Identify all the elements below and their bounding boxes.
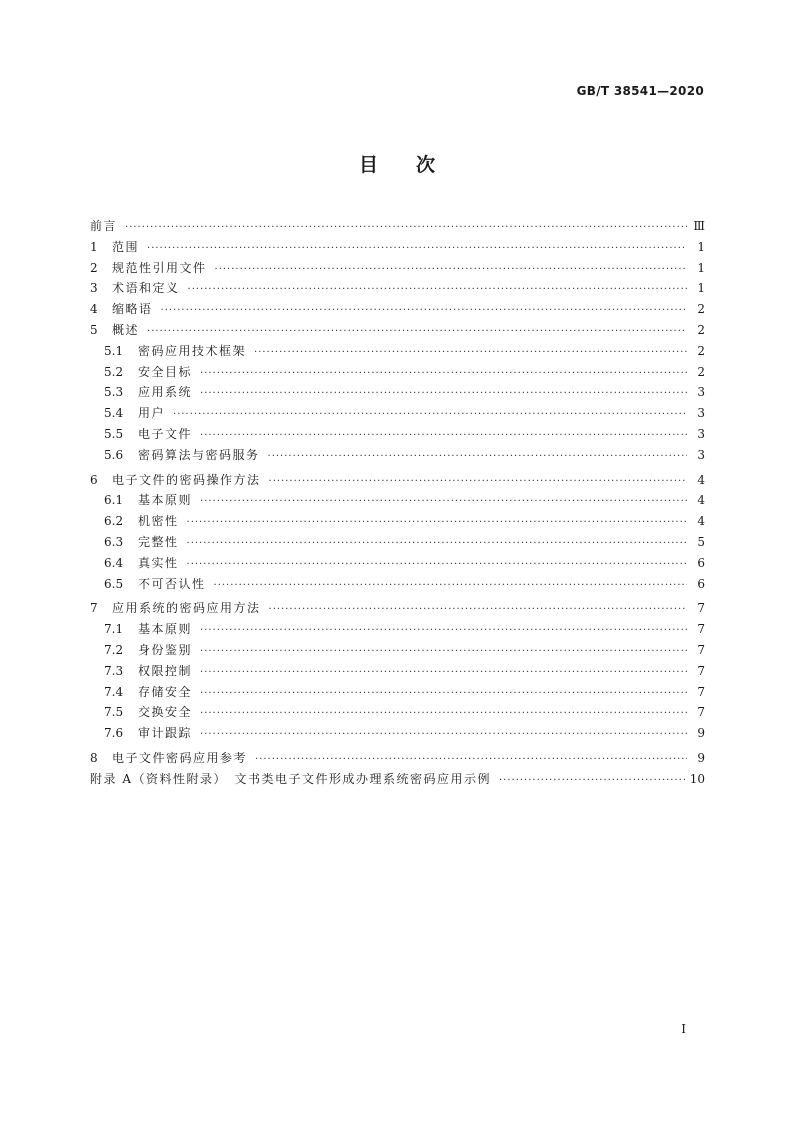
toc-entry[interactable] bbox=[90, 702, 705, 723]
dot-leader bbox=[200, 426, 687, 447]
toc-entry[interactable] bbox=[90, 341, 705, 362]
toc-entry-page: 10 bbox=[689, 771, 705, 786]
toc-entry-label: 概述 bbox=[112, 322, 140, 337]
toc-entry[interactable] bbox=[90, 424, 705, 445]
dot-leader bbox=[187, 534, 687, 555]
toc-entry-number: 6.1 bbox=[104, 493, 124, 508]
toc-entry-page: 3 bbox=[697, 426, 705, 441]
dot-leader bbox=[173, 405, 687, 426]
toc-entry[interactable] bbox=[90, 723, 705, 744]
dot-leader bbox=[187, 513, 687, 534]
toc-entry-number: 7.4 bbox=[104, 684, 124, 699]
toc-entry-number: 5.4 bbox=[104, 406, 124, 421]
toc-entry-number: 7.6 bbox=[104, 726, 124, 741]
toc-entry-number: 6.5 bbox=[104, 576, 124, 591]
dot-leader bbox=[188, 280, 687, 301]
toc-entry[interactable] bbox=[90, 661, 705, 682]
toc-entry-page: 4 bbox=[697, 514, 705, 529]
toc-entry-number: 8 bbox=[90, 750, 98, 765]
toc-entry-number: 3 bbox=[90, 281, 98, 296]
toc-entry-page: 3 bbox=[697, 447, 705, 462]
toc-entry-page: 9 bbox=[697, 750, 705, 765]
toc-entry-number: 6.3 bbox=[104, 534, 124, 549]
page-title: 目 次 bbox=[358, 154, 435, 176]
toc-entry-number: 5.6 bbox=[104, 447, 124, 462]
toc-entry-label: 密码应用技术框架 bbox=[138, 343, 247, 358]
toc-entry[interactable] bbox=[90, 320, 705, 341]
toc-entry-page: 6 bbox=[697, 576, 705, 591]
toc-entry[interactable] bbox=[90, 403, 705, 424]
toc-entry-number: 7 bbox=[90, 601, 98, 616]
toc-entry-number: 4 bbox=[90, 302, 98, 317]
toc-entry-number: 5.1 bbox=[104, 343, 124, 358]
toc-entry-label: 完整性 bbox=[138, 534, 179, 549]
dot-leader bbox=[215, 260, 687, 281]
toc-entry[interactable] bbox=[90, 640, 705, 661]
dot-leader bbox=[200, 621, 687, 642]
toc-entry-label: 密码算法与密码服务 bbox=[138, 447, 260, 462]
toc-entry[interactable] bbox=[90, 299, 705, 320]
dot-leader bbox=[254, 343, 687, 364]
toc-entry-label: 不可否认性 bbox=[138, 576, 206, 591]
toc-entry-label: 基本原则 bbox=[138, 622, 193, 637]
toc-entry[interactable] bbox=[90, 237, 705, 258]
toc-entry-page: 7 bbox=[697, 622, 705, 637]
toc-entry-number: 1 bbox=[90, 239, 98, 254]
toc-entry[interactable] bbox=[90, 769, 705, 790]
toc-entry-label: 基本原则 bbox=[138, 493, 193, 508]
toc-entry-page: 6 bbox=[697, 555, 705, 570]
dot-leader bbox=[187, 555, 687, 576]
dot-leader bbox=[147, 322, 687, 343]
toc-entry-page: 4 bbox=[697, 493, 705, 508]
toc-entry[interactable] bbox=[90, 598, 705, 619]
toc-entry-page: 7 bbox=[697, 642, 705, 657]
dot-leader bbox=[268, 447, 687, 468]
toc-entry-number: 7.2 bbox=[104, 642, 124, 657]
table-of-contents bbox=[90, 216, 705, 790]
dot-leader bbox=[161, 301, 687, 322]
toc-entry-label: 规范性引用文件 bbox=[112, 260, 207, 275]
toc-entry-page: 2 bbox=[697, 302, 705, 317]
standard-code: GB/T 38541—2020 bbox=[576, 84, 704, 98]
toc-entry-label: 交换安全 bbox=[138, 705, 193, 720]
toc-entry-number: 5.5 bbox=[104, 426, 124, 441]
toc-entry-number: 5.3 bbox=[104, 385, 124, 400]
toc-entry-label: 缩略语 bbox=[112, 302, 153, 317]
dot-leader bbox=[200, 704, 687, 725]
toc-entry-label: 审计跟踪 bbox=[138, 726, 193, 741]
dot-leader bbox=[147, 239, 687, 260]
toc-entry-page: 7 bbox=[697, 601, 705, 616]
toc-entry-page: Ⅲ bbox=[693, 219, 705, 233]
toc-entry-page: 3 bbox=[697, 406, 705, 421]
toc-entry-number: 5.2 bbox=[104, 364, 124, 379]
toc-entry-number: 7.5 bbox=[104, 705, 124, 720]
toc-entry-label: 电子文件 bbox=[138, 426, 193, 441]
toc-entry-label: 存储安全 bbox=[138, 684, 193, 699]
toc-entry-label: 真实性 bbox=[138, 555, 179, 570]
toc-entry-number: 6.2 bbox=[104, 514, 124, 529]
toc-entry-label: 术语和定义 bbox=[112, 281, 180, 296]
toc-entry[interactable] bbox=[90, 258, 705, 279]
toc-entry[interactable] bbox=[90, 490, 705, 511]
toc-entry[interactable] bbox=[90, 382, 705, 403]
toc-entry[interactable] bbox=[90, 619, 705, 640]
dot-leader bbox=[200, 684, 687, 705]
toc-entry-page: 9 bbox=[697, 726, 705, 741]
dot-leader bbox=[200, 384, 687, 405]
toc-entry-page: 2 bbox=[697, 322, 705, 337]
toc-entry[interactable] bbox=[90, 278, 705, 299]
toc-entry-number: 7.3 bbox=[104, 663, 124, 678]
toc-entry-label: 安全目标 bbox=[138, 364, 193, 379]
toc-entry-page: 7 bbox=[697, 705, 705, 720]
toc-entry-label: 电子文件密码应用参考 bbox=[112, 750, 248, 765]
toc-entry-label: 用户 bbox=[138, 406, 166, 421]
dot-leader bbox=[200, 642, 687, 663]
toc-entry-label: 范围 bbox=[112, 239, 140, 254]
toc-entry-page: 7 bbox=[697, 684, 705, 699]
toc-entry-label: 应用系统 bbox=[138, 385, 193, 400]
toc-entry-label: 前言 bbox=[90, 219, 118, 233]
toc-entry-label: 电子文件的密码操作方法 bbox=[112, 472, 261, 487]
dot-leader bbox=[200, 492, 687, 513]
toc-entry-page: 2 bbox=[697, 364, 705, 379]
toc-entry-label: 附录 A（资料性附录） 文书类电子文件形成办理系统密码应用示例 bbox=[90, 771, 491, 786]
toc-entry-label: 应用系统的密码应用方法 bbox=[112, 601, 261, 616]
toc-entry-label: 身份鉴别 bbox=[138, 642, 193, 657]
toc-entry[interactable] bbox=[90, 748, 705, 769]
toc-entry-page: 1 bbox=[697, 281, 705, 296]
dot-leader bbox=[125, 218, 687, 239]
toc-entry[interactable] bbox=[90, 532, 705, 553]
toc-entry-page: 1 bbox=[697, 260, 705, 275]
toc-entry-number: 2 bbox=[90, 260, 98, 275]
toc-entry[interactable] bbox=[90, 470, 705, 491]
dot-leader bbox=[255, 750, 687, 771]
dot-leader bbox=[200, 663, 687, 684]
toc-entry-page: 2 bbox=[697, 343, 705, 358]
toc-entry-number: 6.4 bbox=[104, 555, 124, 570]
toc-entry-number: 5 bbox=[90, 322, 98, 337]
toc-entry-page: 1 bbox=[697, 239, 705, 254]
dot-leader bbox=[269, 472, 687, 493]
toc-entry-label: 权限控制 bbox=[138, 663, 193, 678]
toc-entry[interactable] bbox=[90, 216, 705, 237]
toc-entry[interactable] bbox=[90, 511, 705, 532]
dot-leader bbox=[200, 725, 687, 746]
toc-entry-page: 5 bbox=[697, 534, 705, 549]
toc-entry[interactable] bbox=[90, 574, 705, 595]
dot-leader bbox=[214, 576, 687, 597]
toc-entry-label: 机密性 bbox=[138, 514, 179, 529]
toc-entry-page: 4 bbox=[697, 472, 705, 487]
toc-entry-number: 7.1 bbox=[104, 622, 124, 637]
dot-leader bbox=[499, 771, 686, 792]
toc-entry[interactable] bbox=[90, 362, 705, 383]
toc-entry-number: 6 bbox=[90, 472, 98, 487]
toc-entry-page: 7 bbox=[697, 663, 705, 678]
dot-leader bbox=[200, 364, 687, 385]
toc-entry-page: 3 bbox=[697, 385, 705, 400]
dot-leader bbox=[269, 600, 687, 621]
toc-entry[interactable] bbox=[90, 553, 705, 574]
page-number: Ⅰ bbox=[681, 1022, 686, 1036]
toc-entry[interactable] bbox=[90, 445, 705, 466]
toc-entry[interactable] bbox=[90, 682, 705, 703]
